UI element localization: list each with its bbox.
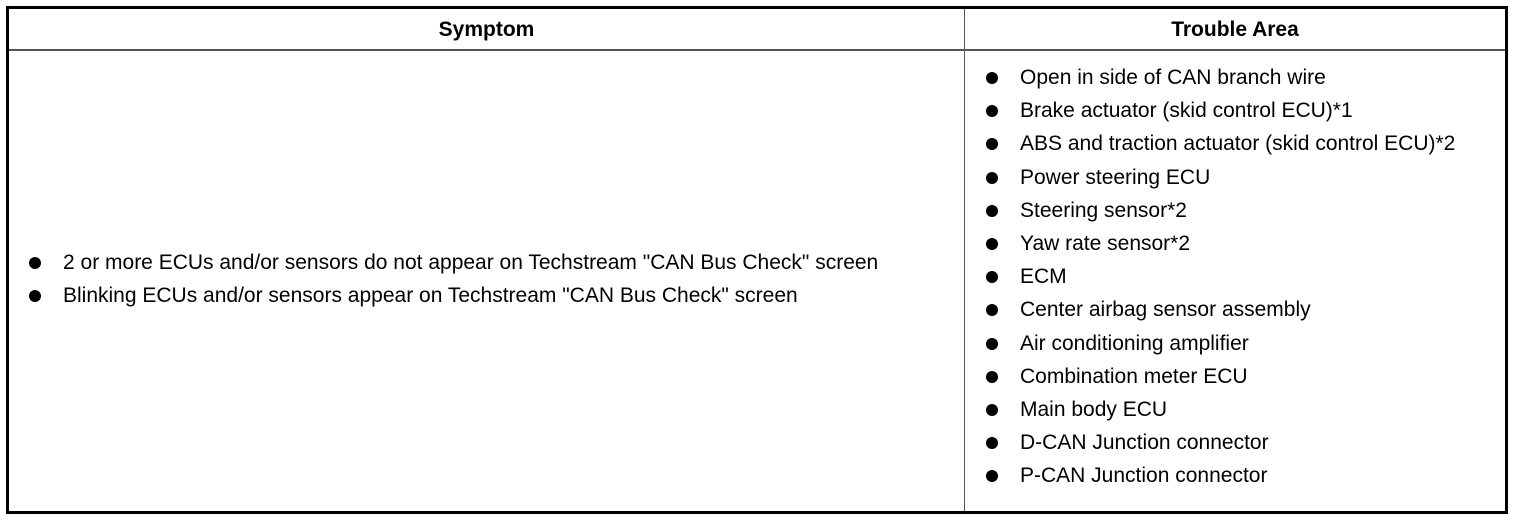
- bullet-icon: [29, 257, 41, 269]
- trouble-table: [6, 6, 1508, 514]
- trouble-area-item: [1020, 262, 1465, 292]
- trouble-area-item: [1020, 229, 1465, 259]
- trouble-area-item: [1020, 96, 1465, 126]
- bullet-icon: [986, 304, 998, 316]
- symptom-cell: [9, 51, 964, 511]
- trouble-area-text: Combination meter ECU: [1020, 364, 1248, 388]
- trouble-area-item: [1020, 129, 1465, 159]
- trouble-area-text: Brake actuator (skid control ECU)*1: [1020, 99, 1353, 123]
- trouble-area-item: [1020, 163, 1465, 193]
- bullet-icon: [986, 238, 998, 250]
- trouble-area-cell: [965, 51, 1505, 511]
- bullet-icon: [986, 404, 998, 416]
- bullet-icon: [986, 172, 998, 184]
- bullet-icon: [986, 271, 998, 283]
- header-trouble-area: Trouble Area: [1171, 18, 1299, 41]
- trouble-area-text: P-CAN Junction connector: [1020, 464, 1268, 488]
- symptom-item: [63, 248, 878, 278]
- trouble-area-item: [1020, 329, 1465, 359]
- trouble-area-text: Main body ECU: [1020, 397, 1168, 421]
- trouble-area-text: Yaw rate sensor*2: [1020, 231, 1191, 255]
- trouble-area-item: [1020, 395, 1465, 425]
- trouble-area-item: [1020, 362, 1465, 392]
- trouble-area-list: [965, 51, 1505, 491]
- trouble-area-text: Air conditioning amplifier: [1020, 331, 1249, 355]
- bullet-icon: [986, 105, 998, 117]
- trouble-area-text: Power steering ECU: [1020, 165, 1211, 189]
- symptom-list: [9, 248, 892, 314]
- bullet-icon: [986, 205, 998, 217]
- trouble-area-text: Open in side of CAN branch wire: [1020, 66, 1326, 89]
- header-symptom: Symptom: [438, 18, 535, 41]
- bullet-icon: [986, 437, 998, 449]
- bullet-icon: [986, 338, 998, 350]
- symptom-item: [63, 281, 878, 311]
- trouble-area-item: [1020, 295, 1465, 325]
- trouble-area-text: Steering sensor*2: [1020, 198, 1187, 222]
- bullet-icon: [29, 290, 41, 302]
- trouble-area-text: D-CAN Junction connector: [1020, 431, 1269, 455]
- trouble-area-item: [1020, 196, 1465, 226]
- bullet-icon: [986, 470, 998, 482]
- trouble-area-item: [1020, 428, 1465, 458]
- trouble-area-text: Center airbag sensor assembly: [1020, 298, 1311, 322]
- trouble-area-item: [1020, 63, 1465, 93]
- symptom-text: Blinking ECUs and/or sensors appear on Techstream "CAN Bus Check" screen: [63, 284, 798, 307]
- bullet-icon: [986, 138, 998, 150]
- trouble-area-item: [1020, 461, 1465, 491]
- trouble-area-text: ECM: [1020, 265, 1067, 289]
- symptom-text: 2 or more ECUs and/or sensors do not appear on Techstream "CAN Bus Check" screen: [63, 250, 879, 274]
- trouble-area-text: ABS and traction actuator (skid control ECU)*2: [1020, 132, 1456, 156]
- bullet-icon: [986, 72, 998, 84]
- bullet-icon: [986, 371, 998, 383]
